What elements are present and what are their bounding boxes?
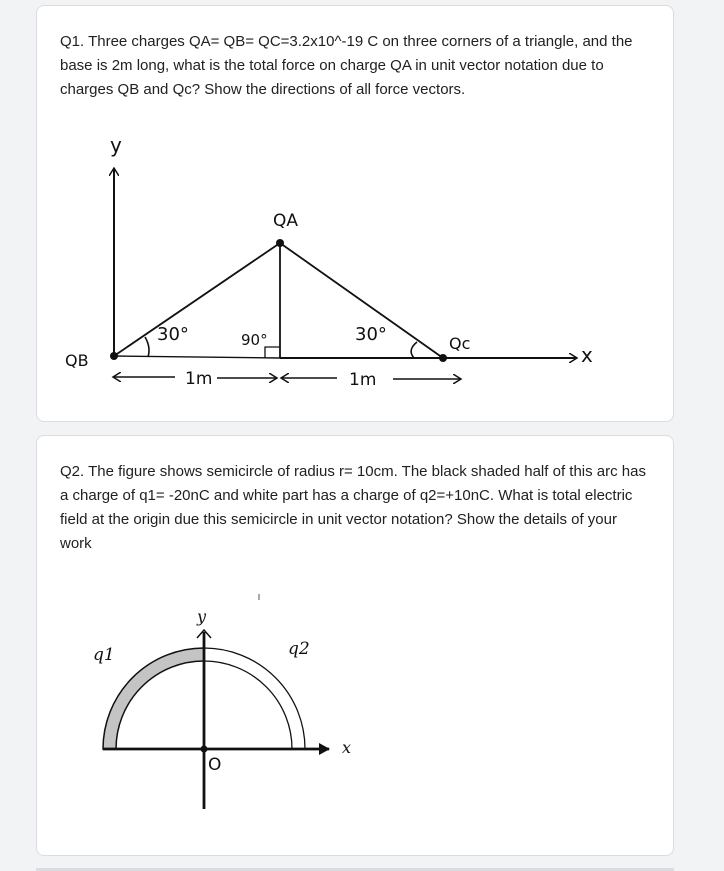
- q1-label: q1: [93, 645, 115, 665]
- origin-point: [201, 746, 208, 753]
- question-1-text: Q1. Three charges QA= QB= QC=3.2x10^-19 C on three corners of a triangle, and the base is 2m long, what is the total force on charge QA in unit vector notation due to charges QB and Qc? Show the directions of all force vectors.: [60, 33, 633, 98]
- q1-shaded-arc: [103, 648, 204, 749]
- y-axis-label: y: [197, 607, 207, 626]
- base-left: [114, 356, 280, 358]
- charge-qc-dot: [439, 354, 447, 362]
- angle-arc-right: [411, 342, 417, 358]
- dist-right-label: 1m: [349, 370, 377, 390]
- charge-qa-label: QA: [273, 211, 299, 231]
- question-card-1: [36, 5, 674, 422]
- question-2-text: Q2. The figure shows semicircle of radius r= 10cm. The black shaded half of this arc has a charge of q1= -20nC and white part has a charge of q2=+10nC. What is total electric field at the origin due this semicircle in unit vector notation? Show the details of your work: [60, 463, 646, 552]
- charge-qc-label: Qc: [449, 334, 471, 353]
- question-card-2: [36, 435, 674, 856]
- x-axis-label: x: [342, 738, 352, 757]
- angle-left-label: 30°: [157, 324, 189, 345]
- q2-label: q2: [288, 639, 310, 659]
- charge-qa-dot: [276, 239, 284, 247]
- angle-center-label: 90°: [241, 331, 268, 349]
- charge-qb-dot: [110, 352, 118, 360]
- triangle-charge-figure: [37, 6, 675, 423]
- angle-right-label: 30°: [355, 324, 387, 345]
- q2-inner-arc: [204, 661, 292, 749]
- charge-qb-label: QB: [65, 351, 89, 370]
- q2-outer-arc: [204, 648, 305, 749]
- origin-label: O: [208, 755, 222, 775]
- semicircle-charge-figure: [37, 436, 675, 857]
- y-axis-label: y: [110, 133, 122, 157]
- dist-left-label: 1m: [185, 369, 213, 389]
- angle-arc-left: [145, 337, 149, 357]
- x-axis-label: x: [581, 343, 593, 367]
